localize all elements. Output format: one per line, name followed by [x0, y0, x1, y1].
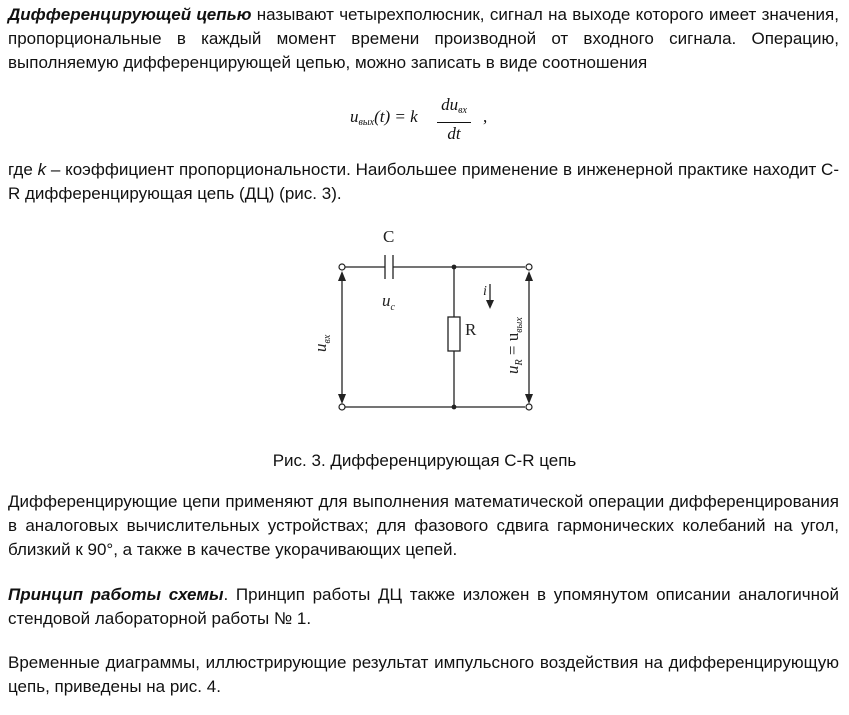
output-voltage-label: $u_R = u_{вых}$: [503, 317, 525, 374]
terminal-output-bottom: [526, 404, 532, 410]
arrow-head-input-up: [338, 271, 346, 281]
capacitor-voltage-label: $u_c$: [382, 291, 395, 313]
coef-k: k: [37, 160, 47, 179]
term-differentiating-circuit: Дифференцирующей цепью: [8, 5, 252, 24]
figure-caption: Рис. 3. Дифференцирующая C-R цепь: [272, 451, 577, 470]
formula-du-sub: вх: [458, 105, 467, 116]
paragraph-coefficient: [8, 158, 839, 206]
fraction-bar: [437, 122, 471, 123]
node-bottom: [452, 405, 457, 410]
arrow-head-output-up: [525, 271, 533, 281]
formula-denominator: dt: [447, 124, 461, 143]
current-label: i: [483, 284, 487, 299]
terminal-output-top: [526, 264, 532, 270]
input-voltage-label: $u_{вх}$: [311, 334, 333, 352]
cr-circuit-diagram: [300, 222, 550, 422]
arrow-head-current: [486, 300, 494, 309]
formula-du: du: [441, 95, 459, 114]
formula-fraction: [437, 95, 471, 144]
resistor-label: R: [465, 320, 477, 339]
terminal-input-bottom: [339, 404, 345, 410]
formula-lhs: [350, 105, 418, 135]
node-top: [452, 265, 457, 270]
paragraph-timing-diagrams: Временные диаграммы, иллюстрирующие результат импульсного воздействия на дифференцирующую цепь, приведены на рис. 4.: [8, 653, 839, 696]
terminal-input-top: [339, 264, 345, 270]
coef-prefix: где: [8, 160, 38, 179]
paragraph-definition: [8, 3, 839, 75]
paragraph-principle: [8, 583, 839, 631]
arrow-head-output-down: [525, 394, 533, 404]
term-principle: Принцип работы схемы: [8, 585, 224, 604]
formula-comma: ,: [483, 107, 488, 126]
formula-u: u: [350, 107, 359, 126]
principle-text: . Принцип работы ДЦ также изложен в упомянутом описании аналогичной стендовой лабораторной работы № 1.: [8, 585, 839, 628]
definition-text: называют четырехполюсник, сигнал на выходе которого имеет значения, пропорциональные в каждый момент времени производной от входного сигнала. Операцию, выполняемую дифференцирующей цепью, можно записать в виде соотношения: [8, 5, 839, 72]
arrow-head-input-down: [338, 394, 346, 404]
formula-numerator: [437, 95, 471, 121]
formula-arg: (t) = k: [374, 107, 418, 126]
coef-text: – коэффициент пропорциональности. Наибольшее применение в инженерной практике находит C-R дифференцирующая цепь (ДЦ) (рис. 3).: [8, 160, 839, 203]
formula-u-sub: вых: [358, 117, 375, 128]
formula: [350, 95, 510, 141]
resistor: [448, 317, 460, 351]
paragraph-applications: Дифференцирующие цепи применяют для выполнения математической операции дифференцирования в аналоговых вычислительных устройствах; для фазового сдвига гармонических колебаний на угол, близкий к 90°, а также в качестве укорачивающих цепей.: [8, 492, 839, 559]
capacitor-label: C: [383, 227, 395, 246]
